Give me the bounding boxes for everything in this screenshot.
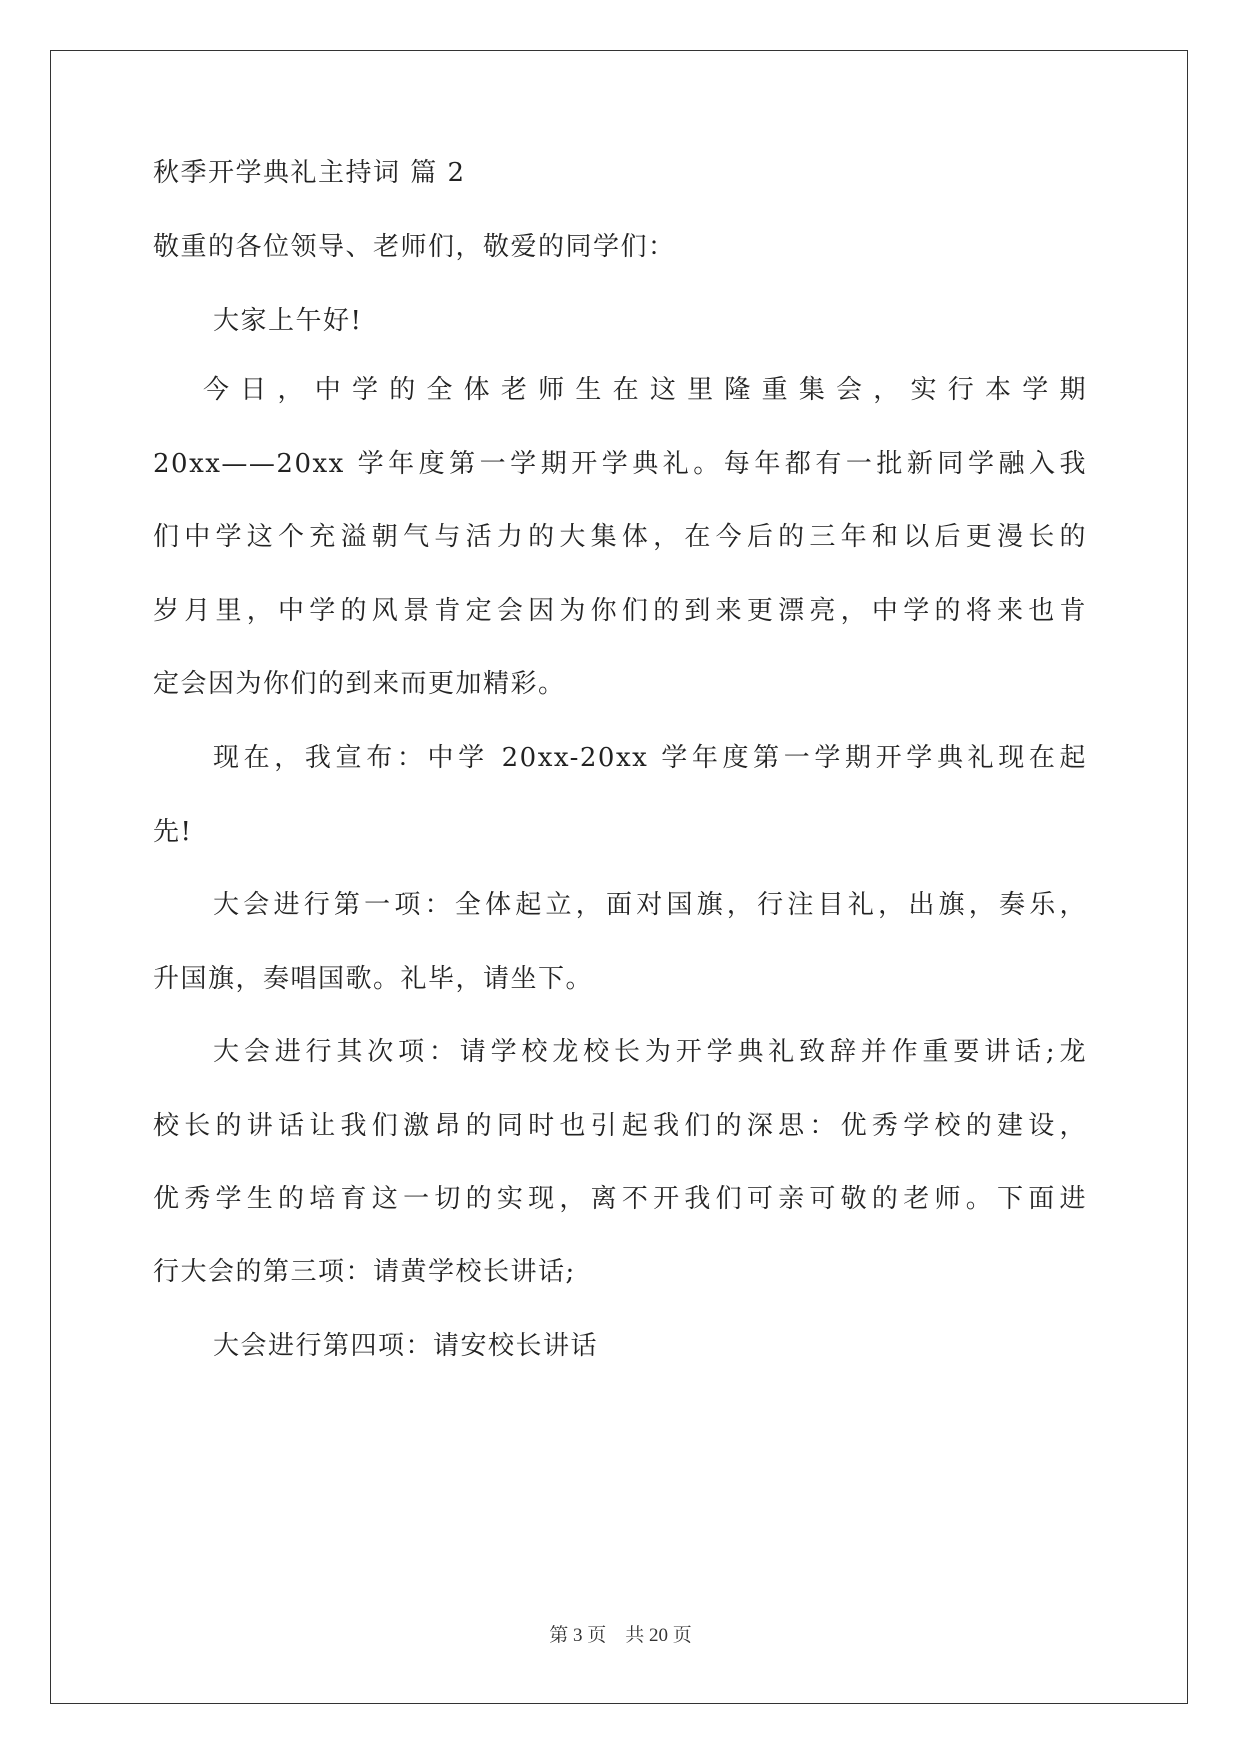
paragraph-line: 20xx——20xx 学年度第一学期开学典礼。每年都有一批新同学融入我 [153, 449, 1087, 479]
paragraph-line: 优秀学生的培育这一切的实现，离不开我们可亲可敬的老师。下面进 [153, 1184, 1087, 1214]
paragraph-line: 先! [153, 817, 193, 847]
page-number: 第 3 页 [549, 1625, 607, 1646]
paragraph-line: 升国旗，奏唱国歌。礼毕，请坐下。 [153, 964, 594, 994]
paragraph-line: 大会进行其次项：请学校龙校长为开学典礼致辞并作重要讲话;龙 [213, 1037, 1087, 1067]
paragraph-line: 大会进行第四项：请安校长讲话 [213, 1331, 599, 1361]
document-title: 秋季开学典礼主持词 篇 2 [153, 158, 466, 188]
paragraph-line: 们中学这个充溢朝气与活力的大集体，在今后的三年和以后更漫长的 [153, 522, 1087, 552]
page-total: 共 20 页 [625, 1625, 692, 1646]
paragraph-line: 岁月里，中学的风景肯定会因为你们的到来更漂亮，中学的将来也肯 [153, 596, 1087, 626]
paragraph-line: 行大会的第三项：请黄学校长讲话; [153, 1257, 576, 1287]
paragraph-line: 今日，中学的全体老师生在这里隆重集会，实行本学期 [203, 375, 1087, 405]
paragraph-line: 大会进行第一项：全体起立，面对国旗，行注目礼，出旗，奏乐， [213, 890, 1087, 920]
greeting-line: 大家上午好! [213, 306, 363, 336]
salutation-line: 敬重的各位领导、老师们，敬爱的同学们： [153, 232, 676, 262]
page-footer [0, 1624, 1241, 1648]
paragraph-line: 校长的讲话让我们激昂的同时也引起我们的深思：优秀学校的建设， [153, 1111, 1087, 1141]
paragraph-line: 现在，我宣布：中学 20xx-20xx 学年度第一学期开学典礼现在起 [213, 743, 1087, 773]
page-border [50, 50, 1188, 1704]
paragraph-line: 定会因为你们的到来而更加精彩。 [153, 669, 566, 699]
